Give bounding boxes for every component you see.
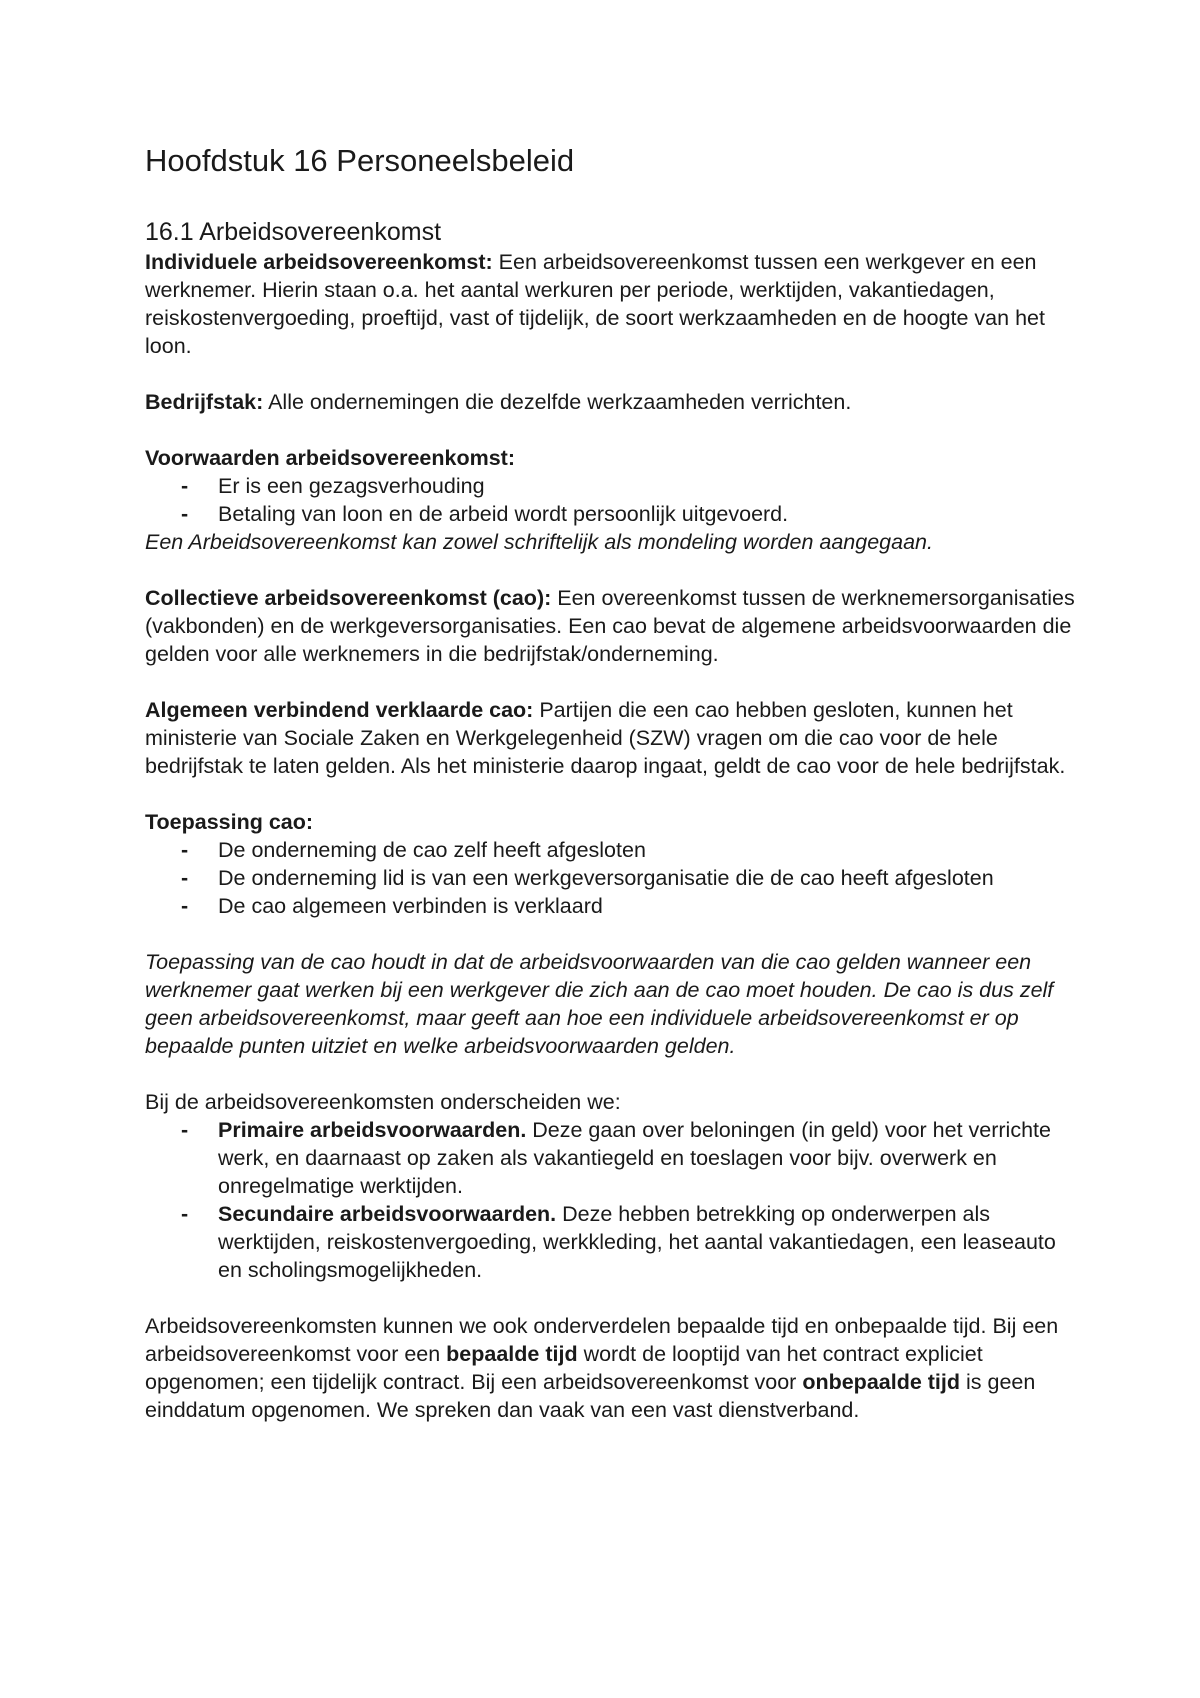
- list-item: - De onderneming lid is van een werkgeversorganisatie die de cao heeft afgesloten: [218, 864, 1075, 892]
- duur-paragraph: [145, 1312, 1075, 1424]
- definition-term: Collectieve arbeidsovereenkomst (cao):: [145, 586, 552, 610]
- duur-text: wordt de looptijd van het contract expliciet opgenomen; een tijdelijk contract. Bij een arbeidsovereenkomst voor: [145, 1342, 983, 1394]
- duur-text: is geen einddatum opgenomen. We spreken dan vaak van een vast dienstverband.: [145, 1370, 1036, 1422]
- list-item-term: Secundaire arbeidsvoorwaarden.: [218, 1202, 557, 1226]
- list-item: - Er is een gezagsverhouding: [218, 472, 1075, 500]
- list-item: [218, 1116, 1075, 1200]
- document-page: [145, 140, 1075, 1424]
- duur-text: Arbeidsovereenkomsten kunnen we ook onderverdelen bepaalde tijd en onbepaalde tijd. Bij een arbeidsovereenkomst voor een: [145, 1314, 1059, 1366]
- definition-cao: [145, 584, 1075, 668]
- definition-text: Partijen die een cao hebben gesloten, kunnen het ministerie van Sociale Zaken en Werkgelegenheid (SZW) vragen om die cao voor de hele bedrijfstak te laten gelden. Als het ministerie daarop ingaat, geldt de cao voor de hele bedrijfstak.: [145, 698, 1066, 778]
- list-item-text: Deze gaan over beloningen (in geld) voor het verrichte werk, en daarnaast op zaken als vakantiegeld en toeslagen voor bijv. overwerk en onregelmatige werktijden.: [218, 1118, 1051, 1198]
- onderscheid-intro: Bij de arbeidsovereenkomsten onderscheiden we:: [145, 1090, 621, 1114]
- list-item: - De onderneming de cao zelf heeft afgesloten: [218, 836, 1075, 864]
- definition-individuele-arbeidsovereenkomst: [145, 248, 1075, 360]
- voorwaarden-note-text: Een Arbeidsovereenkomst kan zowel schriftelijk als mondeling worden aangegaan.: [145, 530, 933, 554]
- list-item: - De cao algemeen verbinden is verklaard: [218, 892, 1075, 920]
- list-item-term: Primaire arbeidsvoorwaarden.: [218, 1118, 527, 1142]
- voorwaarden-heading: [145, 444, 1075, 472]
- section-heading: 16.1 Arbeidsovereenkomst: [145, 218, 442, 246]
- duur-bold-term: bepaalde tijd: [446, 1342, 578, 1366]
- list-item: [218, 1200, 1075, 1284]
- list-item-text: Deze hebben betrekking op onderwerpen als werktijden, reiskostenvergoeding, werkkleding, het aantal vakantiedagen, een leaseauto en scholingsmogelijkheden.: [218, 1202, 1056, 1282]
- toepassing-note: [145, 948, 1075, 1060]
- toepassing-heading: [145, 808, 1075, 836]
- page-title: Hoofdstuk 16 Personeelsbeleid: [145, 143, 575, 178]
- voorwaarden-list: [145, 472, 1075, 528]
- toepassing-list: [145, 836, 1075, 920]
- definition-avv-cao: [145, 696, 1075, 780]
- voorwaarden-heading-text: Voorwaarden arbeidsovereenkomst:: [145, 446, 516, 470]
- definition-term: Bedrijfstak:: [145, 390, 264, 414]
- definition-text: Een arbeidsovereenkomst tussen een werkgever en een werknemer. Hierin staan o.a. het aantal werkuren per periode, werktijden, vakantiedagen, reiskostenvergoeding, proeftijd, vast of tijdelijk, de soort werkzaamheden en de hoogte van het loon.: [145, 250, 1045, 358]
- definition-bedrijfstak: [145, 388, 1075, 416]
- duur-bold-term: onbepaalde tijd: [802, 1370, 961, 1394]
- toepassing-note-text: Toepassing van de cao houdt in dat de arbeidsvoorwaarden van die cao gelden wanneer een werknemer gaat werken bij een werkgever die zich aan de cao moet houden. De cao is dus zelf geen arbeidsovereenkomst, maar geeft aan hoe een individuele arbeidsovereenkomst er op bepaalde punten uitziet en welke arbeidsvoorwaarden gelden.: [145, 950, 1054, 1058]
- definition-term: Individuele arbeidsovereenkomst:: [145, 250, 493, 274]
- toepassing-heading-text: Toepassing cao:: [145, 810, 314, 834]
- onderscheid-list: [145, 1116, 1075, 1284]
- voorwaarden-note: [145, 528, 1075, 556]
- definition-text: Een overeenkomst tussen de werknemersorganisaties (vakbonden) en de werkgeversorganisaties. Een cao bevat de algemene arbeidsvoorwaarden die gelden voor alle werknemers in die bedrijfstak/onderneming.: [145, 586, 1075, 666]
- definition-text: Alle ondernemingen die dezelfde werkzaamheden verrichten.: [263, 390, 852, 414]
- definition-term: Algemeen verbindend verklaarde cao:: [145, 698, 534, 722]
- list-item: - Betaling van loon en de arbeid wordt persoonlijk uitgevoerd.: [218, 500, 1075, 528]
